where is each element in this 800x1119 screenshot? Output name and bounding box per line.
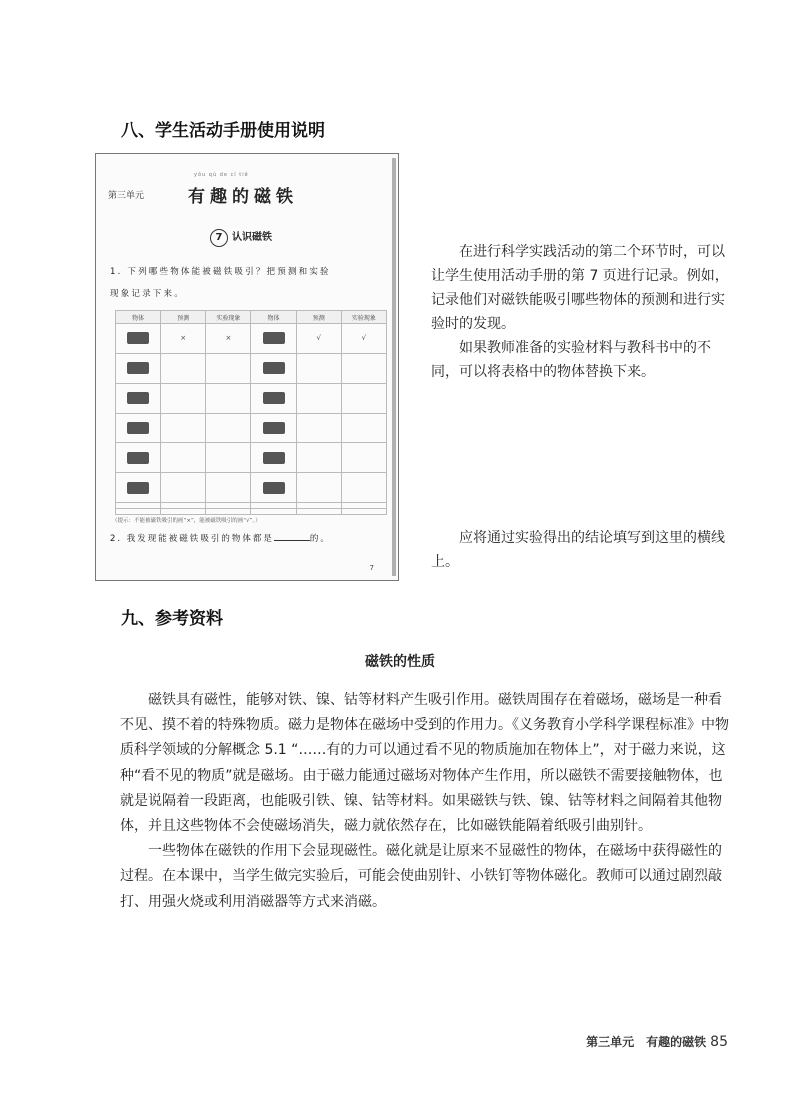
object-photo: [127, 422, 149, 434]
side-note-1-paragraph-2: 如果教师准备的实验材料与教科书中的不同，可以将表格中的物体替换下来。: [431, 340, 711, 380]
reference-paragraph-1: 磁铁具有磁性，能够对铁、镍、钴等材料产生吸引作用。磁铁周围存在着磁场，磁场是一种看不见、摸不着的特殊物质。磁力是物体在磁场中受到的作用力。《义务教育小学科学课程标准》中物质科学领域的分解概念 5.1 “……有的力可以通过看不见的物质施加在物体上”，对于磁力来说，这种“看不见的物质”就是磁场。由于磁力能通过磁场对物体产生作用，所以磁铁不需要接触物体，也就是说隔着一段距离，也能吸引铁、镍、钴等材料。如果磁铁与铁、镍、钴等材料之间隔着其他物体，并且这些物体不会使磁场消失，磁力就依然存在，比如磁铁能隔着纸吸引曲别针。: [120, 692, 729, 835]
question-2-text: 2. 我发现能被磁铁吸引的物体都是: [110, 534, 274, 544]
question-1-line-1: 1. 下列哪些物体能被磁铁吸引？把预测和实验: [110, 267, 331, 277]
workbook-title: 有趣的磁铁: [188, 187, 298, 207]
side-note-1-paragraph-1: 在进行科学实践活动的第二个环节时，可以让学生使用活动手册的第 7 页进行记录。例如，记录他们对磁铁能吸引哪些物体的预测和进行实验时的发现。: [431, 244, 729, 332]
lesson-number-badge: 7: [210, 229, 228, 247]
reference-subtitle: 磁铁的性质: [365, 654, 435, 670]
object-photo: [127, 362, 149, 374]
reference-body: [120, 688, 735, 915]
prediction-cell: ×: [161, 324, 206, 354]
footer-unit-title: 第三单元 有趣的磁铁: [586, 1035, 707, 1049]
object-photo: [127, 392, 149, 404]
object-photo: [127, 452, 149, 464]
workbook-lesson-heading: [210, 228, 272, 247]
result-cell: ×: [206, 324, 251, 354]
table-row: [116, 383, 387, 413]
workbook-record-table: [115, 310, 387, 515]
section-heading-8: 八、学生活动手册使用说明: [121, 121, 325, 141]
table-header: 预测: [296, 311, 341, 324]
object-photo: [263, 422, 285, 434]
workbook-question-2: [110, 532, 331, 544]
table-row: [116, 473, 387, 503]
object-photo: [263, 332, 285, 344]
table-header: 物体: [116, 311, 161, 324]
table-header: 实验现象: [206, 311, 251, 324]
question-1-line-2: 现象记录下来。: [110, 289, 185, 299]
object-photo: [127, 332, 149, 344]
object-photo: [263, 452, 285, 464]
side-note-1: [431, 240, 731, 384]
object-photo: [127, 482, 149, 494]
page-footer: [586, 1033, 728, 1050]
workbook-spine: [392, 158, 396, 576]
workbook-title-pinyin: yǒu qù de cí tiě: [194, 172, 249, 178]
object-photo: [263, 362, 285, 374]
answer-blank-line: [274, 532, 310, 541]
table-header: 物体: [251, 311, 296, 324]
workbook-question-1: [110, 261, 390, 305]
table-row: [116, 324, 387, 354]
table-row: [116, 443, 387, 473]
section-heading-9: 九、参考资料: [121, 609, 223, 629]
prediction-cell: √: [296, 324, 341, 354]
lesson-title: 认识磁铁: [232, 232, 272, 243]
table-row: [116, 509, 387, 515]
table-row: [116, 413, 387, 443]
table-header: 实验现象: [341, 311, 386, 324]
workbook-page-number: 7: [369, 564, 374, 572]
table-row: [116, 353, 387, 383]
object-photo: [263, 482, 285, 494]
object-photo: [263, 392, 285, 404]
reference-paragraph-2: 一些物体在磁铁的作用下会显现磁性。磁化就是让原来不显磁性的物体，在磁场中获得磁性的过程。在本课中，当学生做完实验后，可能会使曲别针、小铁钉等物体磁化。教师可以通过剧烈敲打、用强火烧或利用消磁器等方式来消磁。: [120, 843, 722, 910]
workbook-page-image: [95, 153, 399, 581]
question-2-end: 的。: [309, 534, 331, 544]
workbook-hint: （提示：不能被磁铁吸引的画“×”，能被磁铁吸引的画“√”。）: [112, 518, 261, 524]
side-note-2: 应将通过实验得出的结论填写到这里的横线上。: [431, 530, 725, 570]
result-cell: √: [341, 324, 386, 354]
page-number: 85: [710, 1034, 728, 1050]
table-header: 预测: [161, 311, 206, 324]
workbook-unit-label: 第三单元: [108, 191, 145, 201]
